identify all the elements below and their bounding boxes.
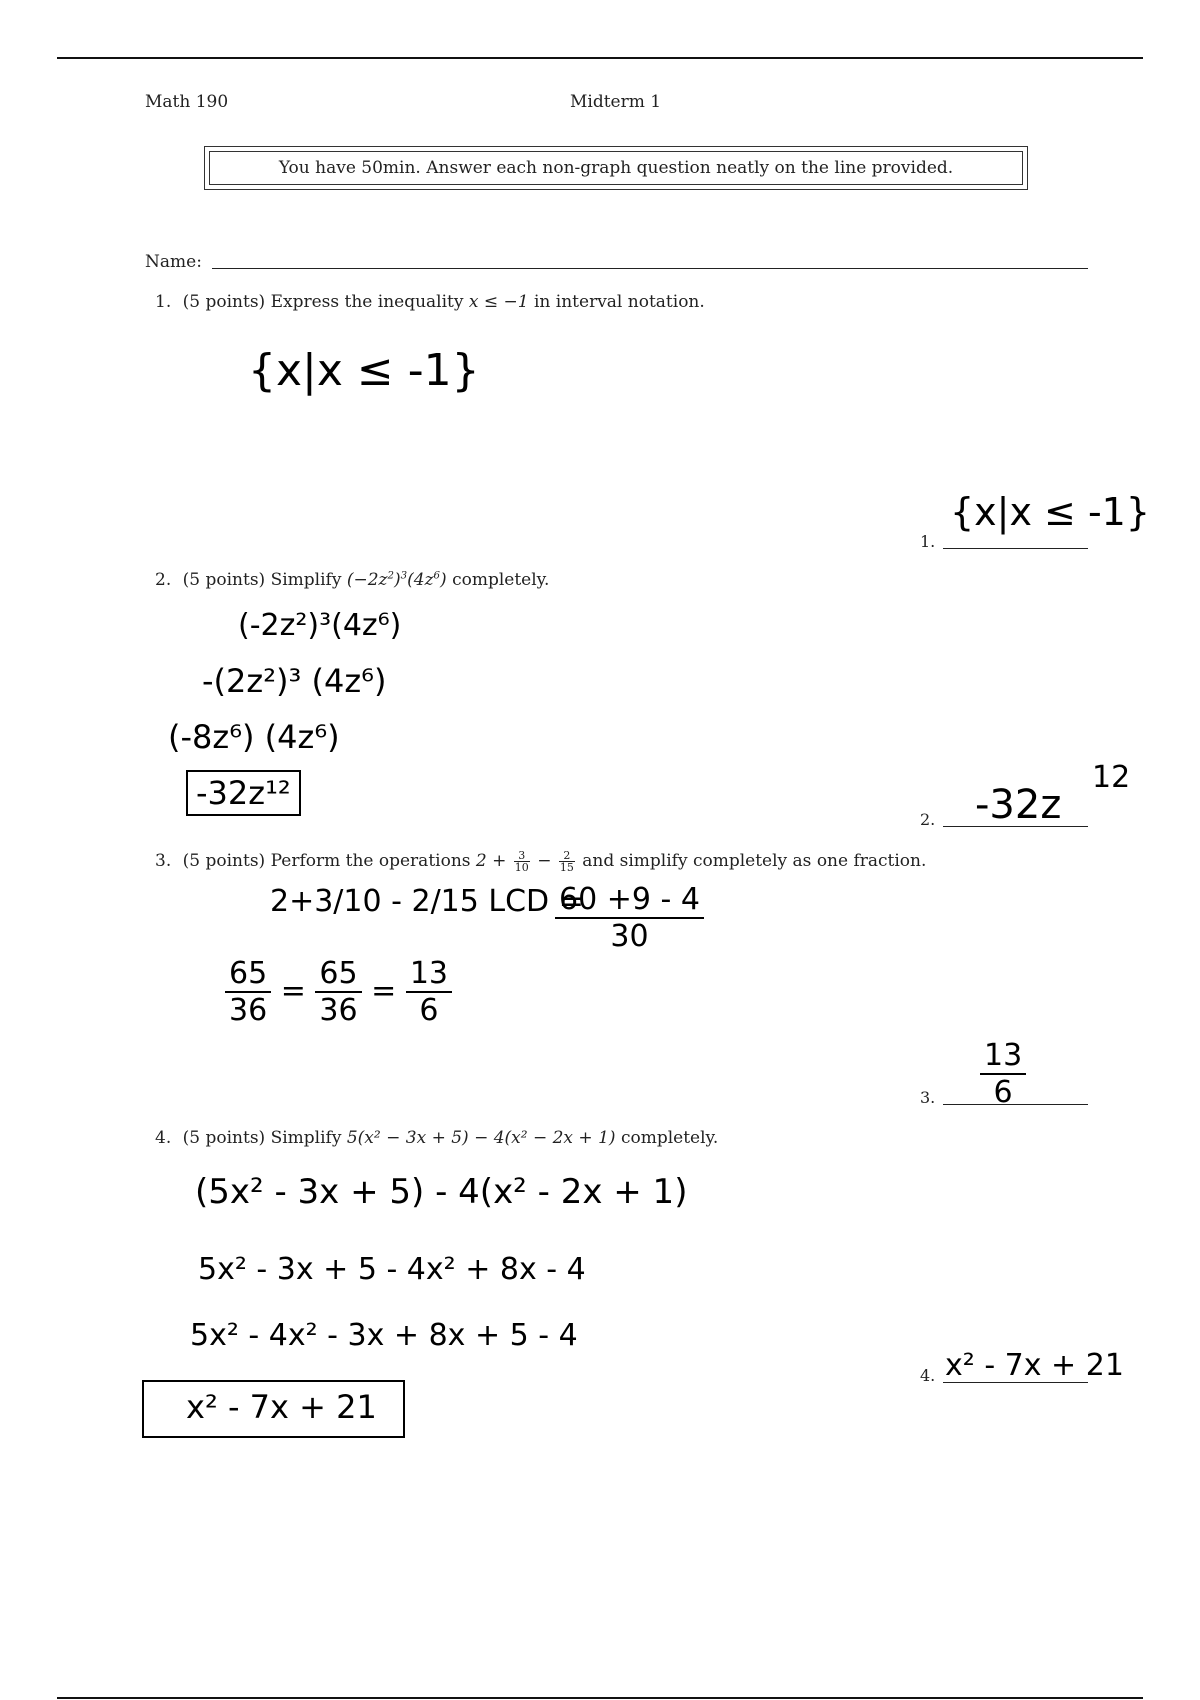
q1-handwritten-answer: {x|x ≤ -1}: [950, 490, 1151, 534]
q2-work-line-3: (-8z⁶) (4z⁶): [168, 718, 340, 756]
question-math: $(-2z^2)^3(4z^6)$: [346, 570, 447, 590]
question-text: Simplify: [270, 570, 342, 590]
answer-label-4: 4.: [920, 1366, 936, 1385]
question-text: Perform the operations: [270, 851, 471, 871]
question-3: [155, 850, 926, 873]
answer-line-1: [943, 548, 1088, 549]
question-text: Simplify: [270, 1128, 342, 1148]
q2-handwritten-answer-exponent: 12: [1092, 760, 1131, 795]
answer-label-1: 1.: [920, 532, 936, 551]
q1-handwritten-work: {x|x ≤ -1}: [248, 345, 480, 396]
question-number: 1.: [155, 292, 172, 312]
question-2: [155, 570, 549, 590]
question-1: [155, 292, 705, 312]
question-points: (5 points): [182, 292, 266, 312]
question-text-end: in interval notation.: [534, 292, 705, 312]
q4-work-line-3: 5x² - 4x² - 3x + 8x + 5 - 4: [190, 1318, 578, 1353]
top-rule: [57, 57, 1143, 59]
name-field-line: [212, 268, 1088, 269]
answer-label-2: 2.: [920, 810, 936, 829]
name-label: Name:: [145, 252, 202, 272]
q2-work-line-1: (-2z²)³(4z⁶): [238, 608, 402, 643]
fraction-3-10: $\frac{3}{10}$: [514, 849, 529, 874]
q4-work-line-2: 5x² - 3x + 5 - 4x² + 8x - 4: [198, 1252, 586, 1287]
question-points: (5 points): [182, 851, 266, 871]
q3-work-line-2: $\frac{65}{36}$ = $\frac{65}{36}$ = $\frac{13}{6}$: [225, 956, 452, 1028]
question-points: (5 points): [182, 1128, 266, 1148]
q2-boxed-result: -32z¹²: [186, 770, 301, 816]
question-math: x ≤ −1: [468, 292, 529, 312]
q3-handwritten-answer: $\frac{13}{6}$: [980, 1038, 1026, 1110]
q3-work-fraction: $\frac{60 +9 - 4}{30}$: [555, 882, 704, 954]
question-number: 3.: [155, 851, 172, 871]
question-text: Express the inequality: [270, 292, 464, 312]
q4-boxed-result: x² - 7x + 21: [142, 1380, 405, 1438]
q4-handwritten-answer: x² - 7x + 21: [945, 1348, 1124, 1383]
instructions-text: You have 50min. Answer each non-graph question neatly on the line provided.: [209, 151, 1023, 185]
question-points: (5 points): [182, 570, 266, 590]
q3-work-line-1: 2+3/10 - 2/15 LCD =: [270, 884, 584, 919]
q2-work-line-2: -(2z²)³ (4z⁶): [202, 662, 387, 700]
fraction-2-15: $\frac{2}{15}$: [559, 849, 574, 874]
question-text-end: completely.: [452, 570, 550, 590]
answer-label-3: 3.: [920, 1088, 936, 1107]
q4-work-line-1: (5x² - 3x + 5) - 4(x² - 2x + 1): [195, 1172, 688, 1212]
q2-handwritten-answer: -32z: [975, 782, 1062, 828]
course-title: Math 190: [145, 92, 229, 112]
question-4: [155, 1128, 718, 1148]
question-number: 4.: [155, 1128, 172, 1148]
question-math: 2 +: [475, 851, 507, 871]
instructions-box: [204, 146, 1028, 190]
question-text-end: and simplify completely as one fraction.: [582, 851, 927, 871]
bottom-rule: [57, 1697, 1143, 1699]
minus-sign: −: [537, 851, 552, 871]
question-number: 2.: [155, 570, 172, 590]
exam-title: Midterm 1: [570, 92, 662, 112]
question-text-end: completely.: [620, 1128, 719, 1148]
question-math: 5(x² − 3x + 5) − 4(x² − 2x + 1): [346, 1128, 616, 1148]
